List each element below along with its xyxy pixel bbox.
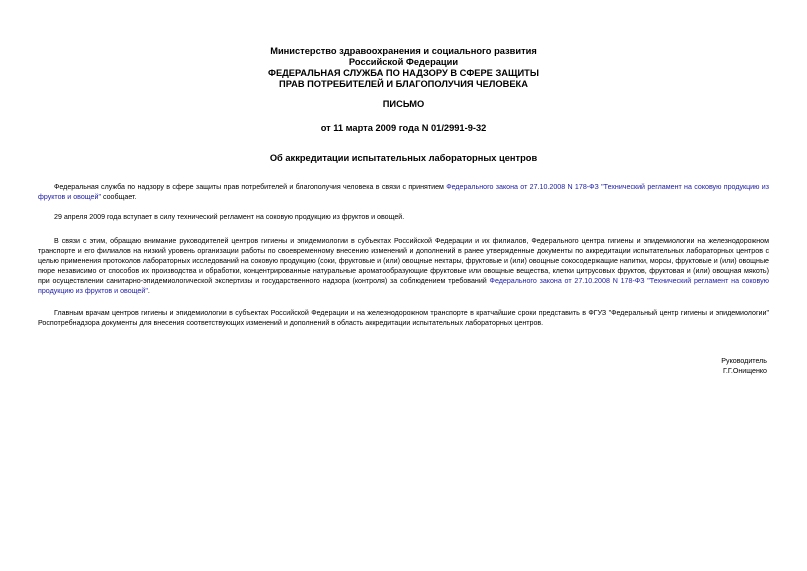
paragraph-1-text: Федеральная служба по надзору в сфере защиты прав потребителей и благополучия человека в связи с принятием [54,183,447,191]
signature-block [721,356,767,376]
paragraph-3 [38,236,769,296]
paragraph-2-text: 29 апреля 2009 года вступает в силу технический регламент на соковую продукцию из фруктов и овощей. [54,213,405,221]
law-link-2[interactable]: Федерального закона от 27.10.2008 N 178-ФЗ "Технический регламент на соковую продукцию из фруктов и овощей" [38,277,769,295]
header-line-ministry: Министерство здравоохранения и социального развития [270,46,537,56]
header-line-service: ФЕДЕРАЛЬНАЯ СЛУЖБА ПО НАДЗОРУ В СФЕРЕ ЗАЩИТЫ [268,68,539,78]
paragraph-1-tail: сообщает. [100,193,137,201]
signature-title: Руководитель [721,357,767,365]
document-date: от 11 марта 2009 года N 01/2991-9-32 [320,123,487,133]
paragraph-4 [38,308,769,328]
document-subject: Об аккредитации испытательных лабораторных центров [269,153,538,163]
law-link-1[interactable]: Федерального закона от 27.10.2008 N 178-ФЗ "Технический регламент на соковую продукцию из фруктов и овощей" [38,183,770,201]
paragraph-3-text: В связи с этим, обращаю внимание руководителей центров гигиены и эпидемиологии в субъектах Российской Федерации и их филиалов, Федерального центра гигиены и эпидемиологии на железнодорожном транспорте и его филиалов на низкий уровень организации работы по своевременному внесению изменений и дополнений в ранее утвержденные документы по аккредитации испытательных лабораторных центров с целью применения протоколов лабораторных исследований на соковую продукцию (соки, фруктовые и (или) овощные нектары, фруктовые и (или) овощные сокосодержащие напитки, морсы, фруктовые и (или) овощные пюре независимо от способов их производства и обработки, концентрированные натуральные ароматообразующие фруктовые или овощные вещества, клетки цитрусовых фруктов, фруктовая и (или) овощная мякоть) при осуществлении санитарно-эпидемиологической экспертизы и государственного надзора (контроля) за соблюдением требований [38,237,769,285]
signature-name: Г.Г.Онищенко [722,367,767,375]
paragraph-4-text: Главным врачам центров гигиены и эпидемиологии в субъектах Российской Федерации и на железнодорожном транспорте в кратчайшие сроки представить в ФГУЗ "Федеральный центр гигиены и эпидемиологии" Роспотребнадзора документы для внесения соответствующих изменений и дополнений в область аккредитации испытательных лабораторных центров. [38,309,769,327]
document-type: ПИСЬМО [382,99,425,109]
header-line-country: Российской Федерации [348,57,459,67]
paragraph-1 [38,182,769,202]
document-header [0,46,807,90]
header-line-service-cont: ПРАВ ПОТРЕБИТЕЛЕЙ И БЛАГОПОЛУЧИЯ ЧЕЛОВЕКА [279,79,528,89]
paragraph-3-tail: . [147,287,150,295]
paragraph-2 [38,212,769,222]
